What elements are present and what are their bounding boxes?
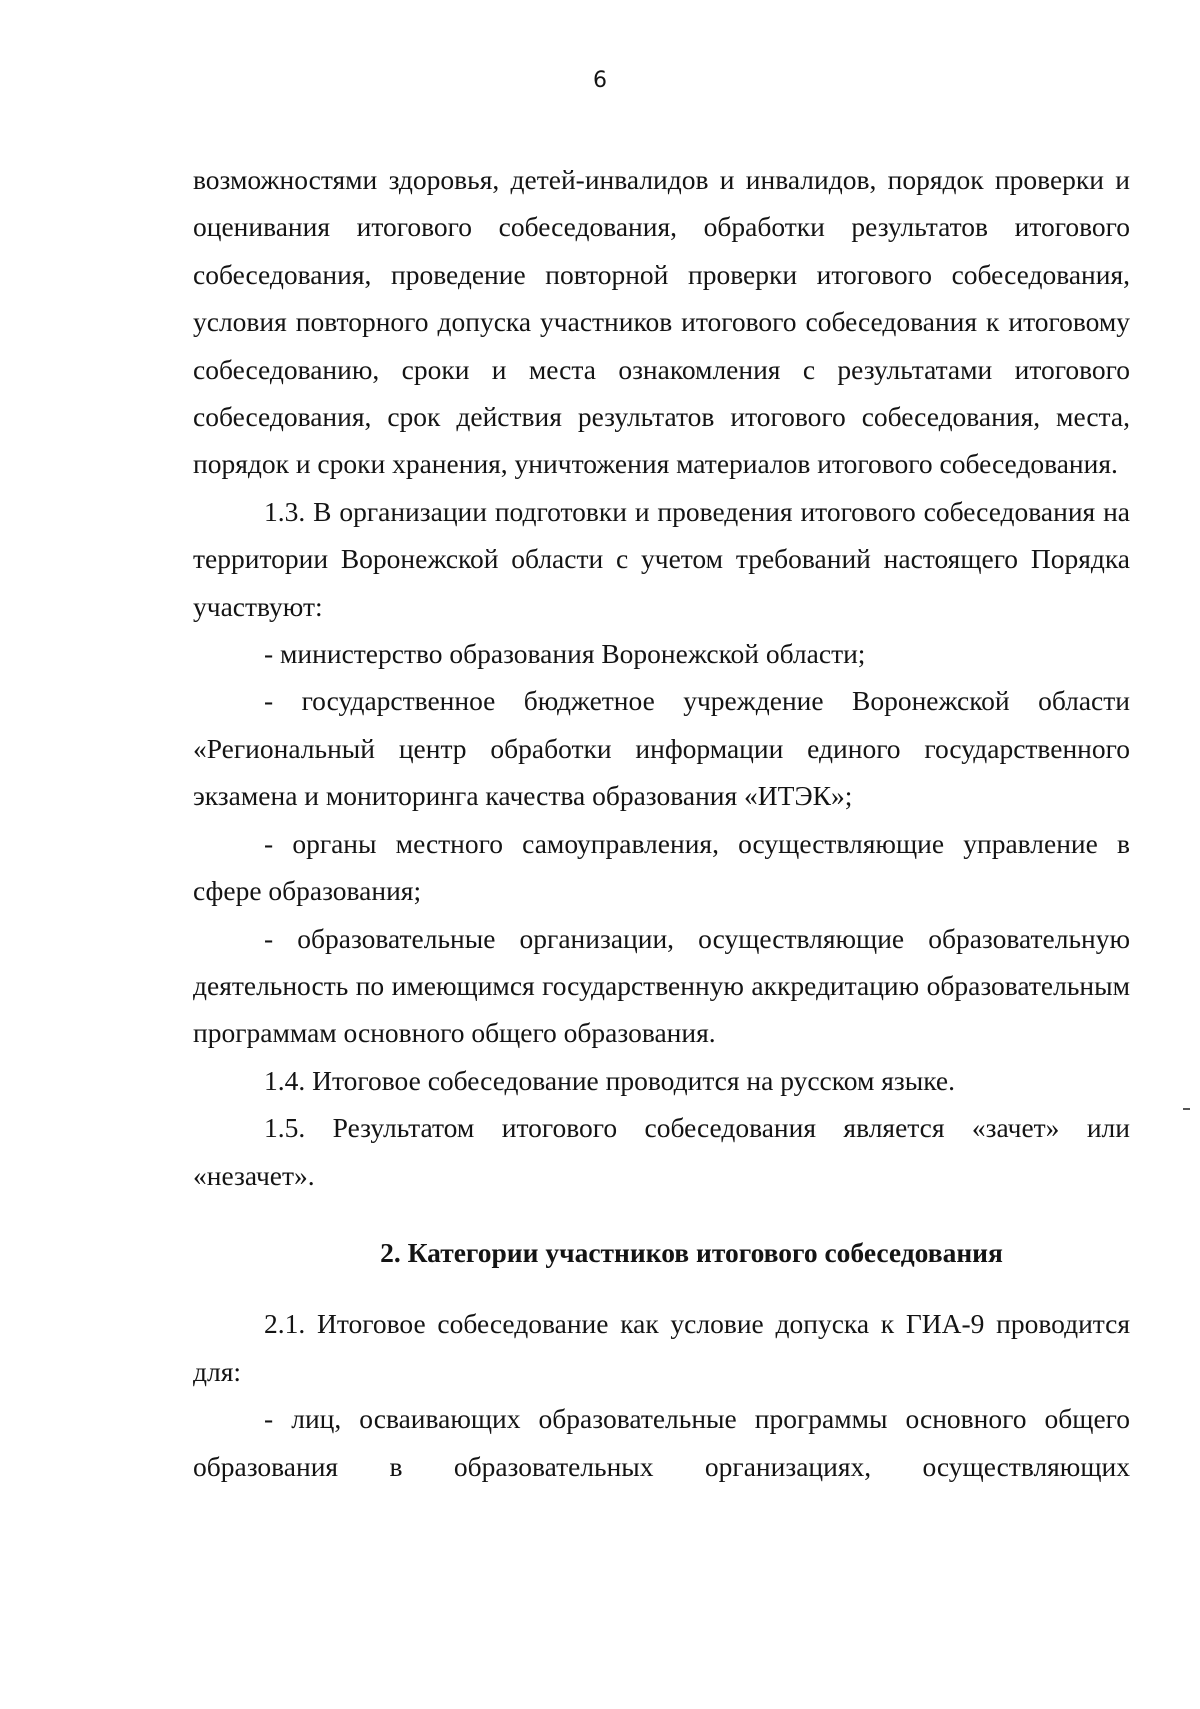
list-item-itek: - государственное бюджетное учреждение Воронежской области «Региональный центр обработки информации единого государственного экзамена и мониторинга качества образования «ИТЭК»; [193, 685, 1130, 812]
list-item-educational-organizations: - образовательные организации, осуществляющие образовательную деятельность по имеющимся государственную аккредитацию образовательным программам основного общего образования. [193, 922, 1130, 1049]
paragraph-1-3: 1.3. В организации подготовки и проведения итогового собеседования на территории Воронежской области с учетом требований настоящего Порядка участвуют: [193, 495, 1130, 622]
list-item-local-government: - органы местного самоуправления, осуществляющие управление в сфере образования; [193, 827, 1130, 907]
page-number: 6 [593, 68, 607, 93]
document-body [193, 156, 1130, 1490]
paragraph-continuation: возможностями здоровья, детей-инвалидов и инвалидов, порядок проверки и оценивания итогового собеседования, обработки результатов итогового собеседования, проведение повторной проверки итогового собеседования, условия повторного допуска участников итогового собеседования к итоговому собеседованию, сроки и места ознакомления с результатами итогового собеседования, срок действия результатов итогового собеседования, места, порядок и сроки хранения, уничтожения материалов итогового собеседования. [193, 164, 1130, 480]
paragraph-1-4: 1.4. Итоговое собеседование проводится на русском языке. [264, 1064, 955, 1096]
paragraph-2-1: 2.1. Итоговое собеседование как условие допуска к ГИА-9 проводится для: [193, 1308, 1130, 1387]
section-heading: 2. Категории участников итогового собеседования [380, 1236, 1003, 1268]
list-item-learners: - лиц, осваивающих образовательные программы основного общего образования в образовательных организациях, осуществляющих [193, 1403, 1130, 1482]
paragraph-1-5: 1.5. Результатом итогового собеседования является «зачет» или «незачет». [193, 1112, 1130, 1191]
scan-artifact-mark [1183, 1108, 1190, 1110]
list-item-ministry: - министерство образования Воронежской области; [264, 638, 866, 670]
